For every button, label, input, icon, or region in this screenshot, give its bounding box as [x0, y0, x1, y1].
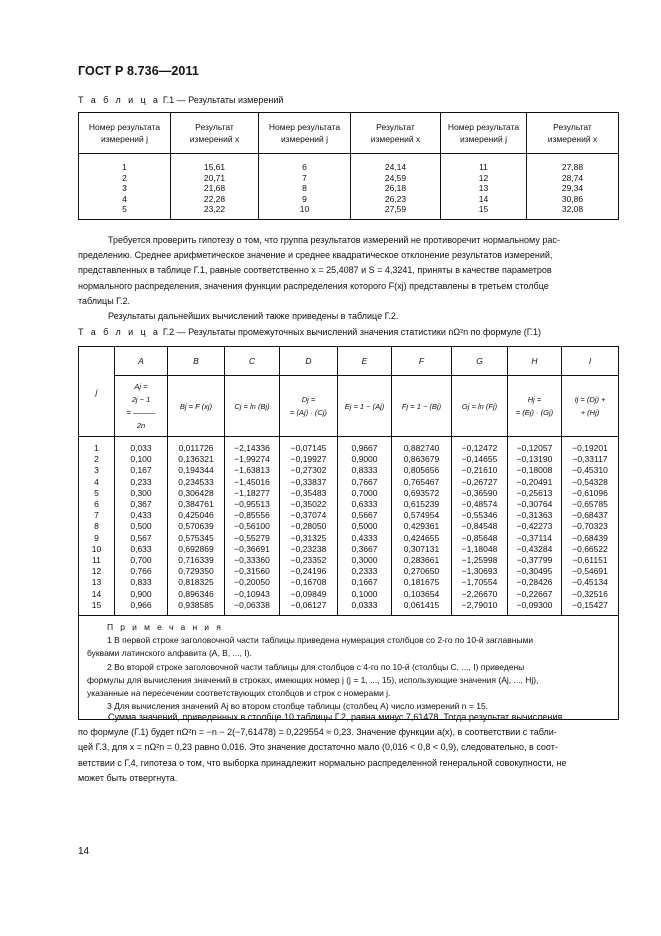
table2-letter-cell: G: [452, 347, 508, 376]
table2-cell: 0,575345: [178, 532, 214, 543]
table2-notes: [79, 616, 619, 720]
table2-cell: 0,367: [130, 499, 152, 510]
table2-cell: −1,25998: [461, 555, 498, 566]
table2-cell: 1: [94, 443, 99, 453]
table2-letter-cell: C: [225, 347, 280, 376]
table1-cell: 13: [478, 183, 489, 193]
table2-cell: 0,833: [130, 577, 152, 588]
table1-column: [441, 154, 527, 220]
table2-cell: 0,033: [130, 443, 152, 453]
text-line: может быть отвергнута.: [78, 772, 178, 783]
table2-cell: −0,54691: [572, 566, 608, 577]
table2-cell: 7: [94, 510, 99, 521]
table2-cell: 0,234533: [178, 476, 214, 487]
table2-cell: −0,20050: [234, 577, 270, 588]
table2-cell: −0,54328: [572, 476, 608, 487]
table2-cell: −0,70323: [572, 521, 608, 532]
table2-cell: −0,24196: [290, 566, 327, 577]
table2-cell: 11: [92, 555, 101, 566]
table2-cell: 2: [94, 454, 99, 465]
table1-header-cell: Номер результата измерений j: [79, 113, 171, 154]
table2-cell: −0,68439: [572, 532, 608, 543]
table2-cell: −0,32516: [572, 588, 608, 599]
table2-column: [280, 437, 338, 616]
table1-cell: 4: [122, 193, 127, 204]
table2-cell: 0,100: [130, 454, 152, 465]
table2-cell: 0,0333: [351, 599, 378, 610]
table2-cell: 0,574954: [403, 510, 440, 521]
table1-header-cell: Номер результата измерений j: [259, 113, 351, 154]
table2-cell: −0,13190: [516, 454, 553, 465]
table2-cell: −0,12472: [461, 443, 498, 453]
table2-column: [79, 437, 115, 616]
table2-cell: 0,011726: [178, 443, 214, 453]
table1-cell: 15: [478, 204, 489, 214]
table2-cell: −0,33837: [290, 476, 327, 487]
table2-cell: −0,23238: [290, 543, 327, 554]
formula-cell: Hj = = (Ej) · (Gj): [508, 376, 562, 437]
table2-cell: −0,22667: [516, 588, 553, 599]
table2-cell: −0,45310: [572, 465, 608, 476]
table2-notes-row: [79, 616, 619, 720]
table1-cell: 11: [479, 162, 488, 172]
table1-cell: 24,59: [384, 172, 407, 183]
table2-letter-cell: F: [392, 347, 452, 376]
formula-cell: Fj = 1 − (Bj): [392, 376, 452, 437]
table2-column: [508, 437, 562, 616]
table2-cell: −0,55346: [461, 510, 498, 521]
table2-cell: 3: [94, 465, 99, 476]
table1-cell: 27,59: [384, 204, 407, 214]
formula-cell: Aj = 2j − 1 = ——— 2n: [115, 376, 168, 437]
table1-cell: 12: [478, 172, 489, 183]
table2-cell: 0,306428: [178, 487, 214, 498]
table2-cell: −0,35022: [290, 499, 327, 510]
table2-cell: 5: [94, 487, 99, 498]
text-line: ветствии с Г.4, гипотеза о том, что выборка принадлежит нормально распределенной генеральной совокупности, не: [78, 757, 567, 768]
table2-cell: −0,28426: [516, 577, 553, 588]
table1-cell: 26,18: [384, 183, 407, 193]
note-line: буквами латинского алфавита (A, B, ..., I).: [87, 648, 252, 659]
table2-cell: −0,84548: [461, 521, 498, 532]
table1-caption-text: Г.1 — Результаты измерений: [162, 95, 284, 105]
table2-cell: 0,5667: [351, 510, 378, 521]
text-line: Требуется проверить гипотезу о том, что группа результатов измерений не противоречит нормальному рас-: [108, 235, 560, 245]
table1-column: [171, 154, 259, 220]
note-line: формулы для вычисления значений в строках, имеющих номер j (j = 1, ..., 15), использующие значения (Aj, ..., Hj),: [87, 674, 539, 685]
table2-cell: −2,79010: [461, 599, 498, 610]
table2-cell: 0,1000: [351, 588, 378, 599]
table2-cell: −0,09849: [290, 588, 327, 599]
table2-letter-cell: H: [508, 347, 562, 376]
table2-cell: −0,31363: [516, 510, 553, 521]
table2-cell: 0,500: [130, 521, 152, 532]
table2-cell: 0,103654: [403, 588, 440, 599]
table2-cell: 0,7667: [351, 476, 378, 487]
table2-cell: 0,429361: [403, 521, 440, 532]
table2-cell: −0,43284: [516, 543, 553, 554]
notes-title: П р и м е ч а н и я: [107, 622, 224, 633]
table2-cell: 4: [94, 476, 99, 487]
table2-cell: −0,10943: [234, 588, 270, 599]
table1-cell: 21,68: [203, 183, 226, 193]
table1-cell: 5: [122, 204, 127, 214]
table2-cell: −0,25613: [516, 487, 553, 498]
table2-cell: 0,1667: [351, 577, 378, 588]
table2-cell: −0,37799: [516, 555, 553, 566]
table1-caption-label: Т а б л и ц а: [78, 95, 161, 105]
table2-cell: −0,36590: [461, 487, 498, 498]
table1-cell: 8: [302, 183, 307, 193]
table2-letter-cell: D: [280, 347, 338, 376]
table2-cell: 14: [91, 588, 102, 599]
table2-cell: 0,9000: [351, 454, 378, 465]
conclusion-paragraph: [78, 710, 619, 786]
table2-cell: −1,99274: [234, 454, 270, 465]
formula-cell: Cj = ln (Bj): [225, 376, 280, 437]
table2-cell: −0,42273: [516, 521, 553, 532]
table2-cell: −0,95513: [234, 499, 270, 510]
table1-cell: 6: [302, 162, 307, 172]
table2-cell: −0,06127: [290, 599, 327, 610]
table2-cell: −0,48574: [461, 499, 498, 510]
table2-cell: −2,14336: [234, 443, 270, 453]
table2-cell: 0,194344: [178, 465, 214, 476]
table2-cell: −1,70554: [461, 577, 498, 588]
table2-cell: 0,863679: [403, 454, 440, 465]
measurement-results-table: [78, 112, 619, 220]
text-line: цей Г.3, для x = nΩ²n = 0,23 равно 0,016. Это значение достаточно мало (0,016 < 0,8 < 0,9), следовательно, в соот-: [78, 742, 558, 753]
table2-cell: −0,20491: [516, 476, 553, 487]
table2-cell: −0,31325: [290, 532, 327, 543]
table2-cell: 0,061415: [403, 599, 440, 610]
table2-column: [392, 437, 452, 616]
table2-cell: 0,805656: [403, 465, 440, 476]
table2-cell: 0,882740: [403, 443, 440, 453]
formula-cell: Bj = F (xj): [168, 376, 225, 437]
table2-cell: −0,06338: [234, 599, 270, 610]
table2-cell: 0,729350: [178, 566, 214, 577]
table2-cell: 0,425046: [178, 510, 214, 521]
table2-cell: 0,900: [130, 588, 152, 599]
text-line: по формуле (Г.1) будет nΩ²n = −n − 2(−7,61478) = 0,229554 ≈ 0,23. Значение функции a(x), в соответствии с табли-: [78, 727, 557, 738]
table2-cell: 15: [91, 599, 102, 610]
table2-cell: −0,37114: [516, 532, 553, 543]
table2-cell: −1,18048: [461, 543, 498, 554]
table2-cell: −0,14655: [461, 454, 498, 465]
table2-cell: −0,35483: [290, 487, 327, 498]
table2-cell: −0,07145: [290, 443, 327, 453]
table2-cell: 0,283661: [403, 555, 440, 566]
table2-cell: 0,692869: [178, 543, 214, 554]
text-line: Результаты дальнейших вычислений также приведены в таблице Г.2.: [108, 311, 399, 322]
table2-letter-row: [79, 347, 619, 376]
table2-caption-label: Т а б л и ц а: [78, 327, 161, 337]
table2-cell: 0,4333: [351, 532, 378, 543]
note-line: 2 Во второй строке заголовочной части таблицы для столбцов с 4-го по 10-й (столбцы C, ..., I) приведены: [107, 661, 525, 672]
table2-data-row: [79, 437, 619, 616]
table2-cell: 0,300: [130, 487, 152, 498]
table1-cell: 28,74: [561, 172, 584, 183]
table1-column: [79, 154, 171, 220]
table2-cell: 0,2333: [351, 566, 378, 577]
table2-cell: 0,307131: [403, 543, 440, 554]
table2-cell: −0,19201: [572, 443, 608, 453]
table2-cell: −0,15427: [572, 599, 608, 610]
table2-cell: 0,181675: [403, 577, 440, 588]
note-line: 3 Для вычисления значений Aj во втором столбце таблицы (столбец A) число измерений n = 15.: [107, 701, 489, 712]
table2-letter-cell: E: [338, 347, 392, 376]
table2-cell: 13: [91, 577, 102, 588]
table2-cell: 10: [91, 543, 102, 554]
table1-cell: 1: [122, 162, 127, 172]
table2-column: [452, 437, 508, 616]
table2-cell: −0,56100: [234, 521, 270, 532]
table2-cell: 0,5000: [351, 521, 378, 532]
table2-cell: 0,966: [130, 599, 152, 610]
table2-cell: −0,65785: [572, 499, 608, 510]
table2-cell: −0,85556: [234, 510, 270, 521]
table2-cell: −1,45016: [234, 476, 270, 487]
table2-cell: −0,55279: [234, 532, 270, 543]
standard-header: ГОСТ Р 8.736—2011: [78, 64, 199, 78]
table1-data-row: [79, 154, 619, 220]
table2-cell: −0,37074: [290, 510, 327, 521]
formula-cell: Dj = = (Aj) · (Cj): [280, 376, 338, 437]
table2-cell: −0,33117: [572, 454, 608, 465]
table2-caption: [78, 327, 541, 337]
table2-column: [562, 437, 619, 616]
text-line: таблицы Г.2.: [78, 295, 130, 306]
table2-formula-row: [79, 376, 619, 437]
table2-cell: −0,12057: [516, 443, 553, 453]
intermediate-calculations-table: [78, 346, 619, 720]
note-line: 1 В первой строке заголовочной части таблицы приведена нумерация столбцов со 2-го по 10-й заглавными: [107, 635, 534, 646]
table2-cell: 0,570639: [178, 521, 214, 532]
table2-cell: −0,31560: [234, 566, 270, 577]
table1-cell: 26,23: [384, 193, 407, 204]
table1-column: [351, 154, 441, 220]
table1-header-cell: Номер результата измерений j: [441, 113, 527, 154]
table2-cell: 0,8333: [351, 465, 378, 476]
text-line: Сумма значений, приведенных в столбце 10 таблицы Г.2, равна минус 7,61478. Тогда результат вычисления: [108, 712, 563, 722]
table2-cell: 0,136321: [178, 454, 214, 465]
table2-cell: 0,167: [130, 465, 152, 476]
table2-cell: 6: [94, 499, 99, 510]
table1-cell: 2: [122, 172, 127, 183]
table1-cell: 27,88: [561, 162, 584, 172]
formula-cell: Ej = 1 − (Aj): [338, 376, 392, 437]
table2-column: [338, 437, 392, 616]
table2-cell: −0,30764: [516, 499, 553, 510]
table1-cell: 14: [478, 193, 489, 204]
table2-cell: 0,9667: [351, 443, 378, 453]
table2-cell: −0,27302: [290, 465, 327, 476]
table2-cell: −0,33360: [234, 555, 270, 566]
table2-cell: 0,818325: [178, 577, 214, 588]
table2-cell: 8: [94, 521, 99, 532]
table1-cell: 10: [299, 204, 310, 214]
table2-cell: −0,85648: [461, 532, 498, 543]
table2-letter-cell: B: [168, 347, 225, 376]
table1-column: [527, 154, 619, 220]
table2-cell: −1,30693: [461, 566, 498, 577]
table2-cell: 0,6333: [351, 499, 378, 510]
table1-cell: 15,61: [203, 162, 226, 172]
table2-cell: 0,765467: [403, 476, 440, 487]
table1-cell: 30,86: [561, 193, 584, 204]
page-number: 14: [78, 846, 90, 857]
table1-cell: 24,14: [384, 162, 407, 172]
formula-cell: Ij = (Dj) + + (Hj): [562, 376, 619, 437]
table1-cell: 29,34: [561, 183, 584, 193]
table2-cell: −0,61151: [572, 555, 608, 566]
table2-letter-cell: I: [562, 347, 619, 376]
table2-cell: −2,26670: [461, 588, 498, 599]
table2-cell: −0,68437: [572, 510, 608, 521]
table2-cell: −0,21610: [461, 465, 498, 476]
table2-j-header: j: [79, 347, 115, 437]
table2-cell: −0,16708: [290, 577, 327, 588]
table1-header-cell: Результат измерений x: [527, 113, 619, 154]
table1-header-row: [79, 113, 619, 154]
table2-column: [225, 437, 280, 616]
table2-cell: −0,36691: [234, 543, 270, 554]
table2-cell: −0,18008: [516, 465, 553, 476]
text-line: представленных в таблице Г.1, равные соответственно x = 25,4087 и S = 4,3241, приняты в качестве параметров: [78, 265, 552, 276]
table2-cell: 0,270650: [403, 566, 440, 577]
table2-column: [168, 437, 225, 616]
table2-cell: 9: [94, 532, 99, 543]
text-line: нормального распределения, значения функции распределения которого F(xj) представлены в третьем столбце: [78, 280, 549, 291]
table2-cell: 0,938585: [178, 599, 214, 610]
table2-cell: 0,384761: [178, 499, 214, 510]
table2-cell: 0,7000: [351, 487, 378, 498]
text-line: пределению. Среднее арифметическое значение и среднее квадратическое отклонение результатов измерений,: [78, 250, 553, 261]
table2-cell: −0,28050: [290, 521, 327, 532]
table1-cell: 7: [302, 172, 307, 183]
table2-cell: −0,26727: [461, 476, 498, 487]
table2-cell: −1,63813: [234, 465, 270, 476]
table2-cell: 0,716339: [178, 555, 214, 566]
table2-cell: 0,424655: [403, 532, 440, 543]
table1-header-cell: Результат измерений x: [351, 113, 441, 154]
formula-cell: Gj = ln (Fj): [452, 376, 508, 437]
table2-cell: 0,3667: [351, 543, 378, 554]
table1-cell: 3: [122, 183, 127, 193]
table2-column: [115, 437, 168, 616]
table2-cell: −0,09300: [516, 599, 553, 610]
table2-letter-cell: A: [115, 347, 168, 376]
table2-cell: −0,23352: [290, 555, 327, 566]
table2-cell: −0,61096: [572, 487, 608, 498]
table2-cell: −1,18277: [234, 487, 270, 498]
table2-cell: 0,700: [130, 555, 152, 566]
table2-cell: 12: [91, 566, 102, 577]
table2-cell: 0,766: [130, 566, 152, 577]
table2-cell: 0,433: [130, 510, 152, 521]
table1-cell: 23,22: [203, 204, 226, 214]
table1-column: [259, 154, 351, 220]
table2-cell: −0,19927: [290, 454, 327, 465]
table2-cell: 0,896346: [178, 588, 214, 599]
table2-cell: −0,66522: [572, 543, 608, 554]
table1-header-cell: Результат измерений x: [171, 113, 259, 154]
table2-cell: −0,30495: [516, 566, 553, 577]
table2-cell: 0,567: [130, 532, 152, 543]
table2-cell: 0,3000: [351, 555, 378, 566]
hypothesis-paragraph: [78, 233, 619, 324]
table1-cell: 22,28: [203, 193, 226, 204]
table2-caption-text: Г.2 — Результаты промежуточных вычислений значения статистики nΩ²n по формуле (Г.1): [162, 327, 542, 337]
table1-caption: [78, 95, 283, 105]
table1-cell: 9: [302, 193, 307, 204]
table2-cell: 0,633: [130, 543, 152, 554]
table2-cell: −0,45134: [572, 577, 608, 588]
table2-cell: 0,693572: [403, 487, 440, 498]
table1-cell: 20,71: [203, 172, 226, 183]
table1-cell: 32,08: [561, 204, 584, 214]
note-line: указанные на пересечении соответствующих столбцов и строк с номерами j.: [87, 688, 391, 699]
table2-cell: 0,615239: [403, 499, 440, 510]
table2-cell: 0,233: [130, 476, 152, 487]
